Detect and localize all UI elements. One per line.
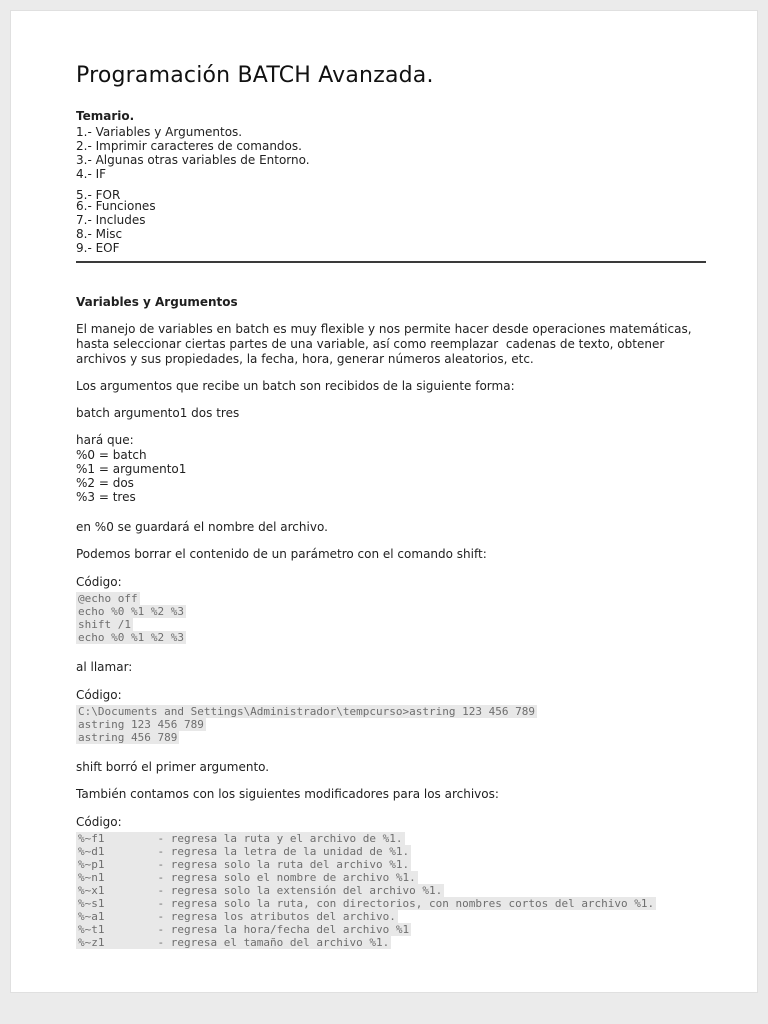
code-label-modifiers: Código: <box>76 815 122 829</box>
document-page <box>10 10 758 993</box>
code-block-call <box>76 705 706 744</box>
paragraph-note: en %0 se guardará el nombre del archivo. <box>76 520 328 534</box>
code-line: %~x1 - regresa solo la extensión del archivo %1. <box>78 884 443 897</box>
result-line: %3 = tres <box>76 490 136 504</box>
code-line: echo %0 %1 %2 %3 <box>78 631 184 644</box>
document-content <box>11 11 757 949</box>
code-line: %~n1 - regresa solo el nombre de archivo %1. <box>78 871 416 884</box>
temario-heading: Temario. <box>76 109 135 123</box>
temario-item: 8.- Misc <box>76 227 123 241</box>
code-line: @echo off <box>78 592 138 605</box>
example-invocation: batch argumento1 dos tres <box>76 406 240 420</box>
code-label-shift: Código: <box>76 575 122 589</box>
temario-item: 2.- Imprimir caracteres de comandos. <box>76 139 302 153</box>
code-line: shift /1 <box>78 618 131 631</box>
call-label: al llamar: <box>76 660 133 674</box>
paragraph-shift-intro: Podemos borrar el contenido de un parámetro con el comando shift: <box>76 547 487 561</box>
code-line: echo %0 %1 %2 %3 <box>78 605 184 618</box>
temario-item: 6.- Funciones <box>76 199 156 213</box>
code-line: %~t1 - regresa la hora/fecha del archivo %1 <box>78 923 410 936</box>
code-line: %~d1 - regresa la letra de la unidad de %1. <box>78 845 410 858</box>
paragraph-intro: El manejo de variables en batch es muy flexible y nos permite hacer desde operaciones matemáticas, hasta seleccionar ciertas partes de una variable, así como reemplazar cadenas de texto, obtener archivos y sus propiedades, la fecha, hora, generar números aleatorios, etc. <box>76 322 696 366</box>
temario-item: 7.- Includes <box>76 213 146 227</box>
temario-list <box>76 125 706 255</box>
result-lines <box>76 448 706 504</box>
section-heading: Variables y Argumentos <box>76 295 238 309</box>
temario-item: 1.- Variables y Argumentos. <box>76 125 243 139</box>
code-line: %~f1 - regresa la ruta y el archivo de %1. <box>78 832 403 845</box>
section-divider <box>76 261 706 263</box>
result-line: %0 = batch <box>76 448 147 462</box>
code-line: %~z1 - regresa el tamaño del archivo %1. <box>78 936 390 949</box>
paragraph-args-intro: Los argumentos que recibe un batch son recibidos de la siguiente forma: <box>76 379 515 393</box>
result-label: hará que: <box>76 433 134 447</box>
result-line: %2 = dos <box>76 476 134 490</box>
code-line: C:\Documents and Settings\Administrador\tempcurso>astring 123 456 789 <box>78 705 535 718</box>
paragraph-modifiers-intro: También contamos con los siguientes modificadores para los archivos: <box>76 787 499 801</box>
temario-item: 5.- FOR <box>76 188 121 202</box>
code-line: %~s1 - regresa solo la ruta, con directorios, con nombres cortos del archivo %1. <box>78 897 655 910</box>
temario-item: 9.- EOF <box>76 241 120 255</box>
temario-item: 4.- IF <box>76 167 107 181</box>
code-line: %~a1 - regresa los atributos del archivo. <box>78 910 396 923</box>
result-line: %1 = argumento1 <box>76 462 187 476</box>
code-block-shift <box>76 592 706 644</box>
temario-item: 3.- Algunas otras variables de Entorno. <box>76 153 310 167</box>
code-label-call: Código: <box>76 688 122 702</box>
paragraph-shift-result: shift borró el primer argumento. <box>76 760 270 774</box>
code-line: astring 456 789 <box>78 731 178 744</box>
document-title: Programación BATCH Avanzada. <box>76 63 434 88</box>
code-block-modifiers <box>76 832 706 949</box>
code-line: %~p1 - regresa solo la ruta del archivo %1. <box>78 858 410 871</box>
code-line: astring 123 456 789 <box>78 718 204 731</box>
